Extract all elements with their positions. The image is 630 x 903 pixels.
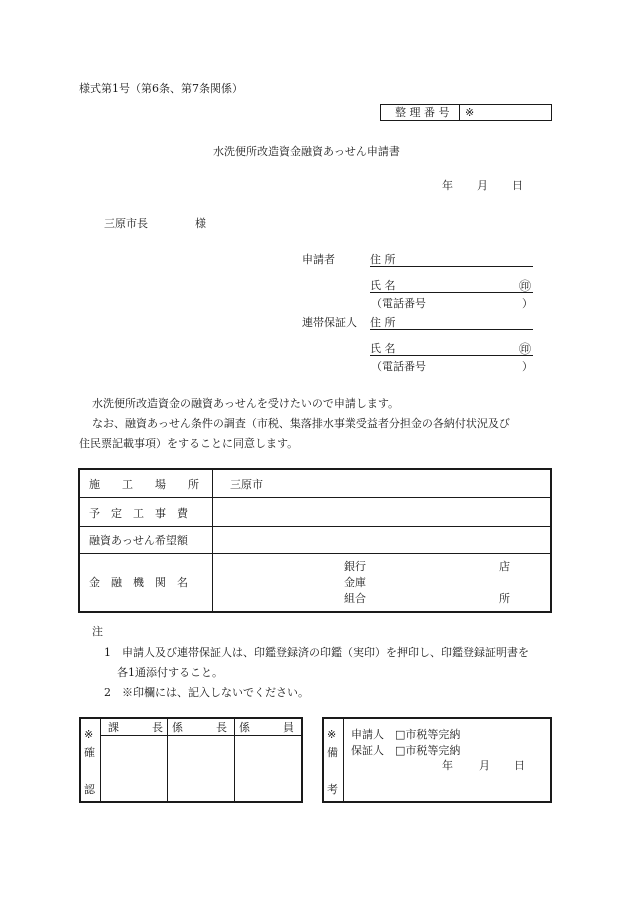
guarantor-label: 連帯保証人 [302,316,357,329]
guarantor-name-label: 氏 名 [370,342,396,355]
guarantor-phone-label: （電話番号 [371,360,426,373]
date-month: 月 [477,179,488,192]
body-line-3: 住民票記載事項）をすることに同意します。 [79,437,299,450]
applicant-seal-icon: ㊞ [518,279,531,293]
note-1-line-2: 各1通添付すること。 [117,666,223,679]
bank-option: 銀行 [344,560,366,573]
applicant-phone-label: （電話番号 [371,297,426,310]
page-title: 水洗便所改造資金融資あっせん申請書 [213,145,400,158]
applicant-name-label: 氏 名 [370,279,396,292]
kumiai-option: 組合 [344,592,366,605]
guarantor-phone-close: ） [522,360,533,373]
guarantor-seal-icon: ㊞ [518,342,531,356]
loan-amount-label: 融資あっせん希望額 [89,534,188,547]
section-chief-header: 課 長 [108,721,163,734]
applicant-name-field [370,279,533,293]
addressee-honorific: 様 [195,217,206,230]
office-suffix: 所 [499,592,510,605]
control-number-box [380,104,552,121]
applicant-tax-check: 申請人 □市税等完納 [351,728,461,741]
applicant-address-field [370,253,533,267]
applicant-phone-close: ） [522,297,533,310]
remarks-mark: ※ [327,728,337,741]
remarks-date-year: 年 [442,759,453,772]
confirmation-box [79,717,303,803]
remarks-box [322,717,552,803]
body-line-1: 水洗便所改造資金の融資あっせんを受けたいので申請します。 [92,397,400,410]
shinkin-option: 金庫 [344,576,366,589]
guarantor-name-field [370,342,533,356]
guarantor-tax-check: 保証人 □市税等完納 [351,744,461,757]
guarantor-address-label: 住 所 [370,316,396,329]
construction-site-label: 施 工 場 所 [89,478,199,491]
confirmation-label-bottom: 認 [84,783,95,796]
staff-header: 係 員 [239,721,294,734]
planned-cost-label: 予 定 工 事 費 [89,507,188,520]
control-number-mark: ※ [465,106,475,119]
notes-heading: 注 [92,625,103,638]
applicant-address-label: 住 所 [370,253,396,266]
control-number-label: 整 理 番 号 [395,106,450,119]
date-year: 年 [442,179,453,192]
confirmation-label-top: 確 [84,746,95,759]
construction-site-value: 三原市 [230,478,263,491]
confirmation-mark: ※ [84,728,94,741]
note-1-line-1: 1 申請人及び連帯保証人は、印鑑登録済の印鑑（実印）を押印し、印鑑登録証明書を [104,646,529,659]
form-number: 様式第1号（第6条、第7条関係） [79,82,243,95]
body-line-2: なお、融資あっせん条件の調査（市税、集落排水事業受益者分担金の各納付状況及び [92,417,510,430]
remarks-label-bottom: 考 [327,783,338,796]
applicant-label: 申請者 [302,253,335,266]
application-table [78,468,552,613]
remarks-date-day: 日 [514,759,525,772]
guarantor-address-field [370,316,533,330]
subsection-chief-header: 係 長 [172,721,227,734]
branch-suffix: 店 [499,560,510,573]
financial-institution-label: 金 融 機 関 名 [89,576,188,589]
remarks-date-month: 月 [479,759,490,772]
note-2: 2 ※印欄には、記入しないでください。 [104,686,309,699]
remarks-label-top: 備 [327,746,338,759]
addressee-name: 三原市長 [104,217,148,230]
date-day: 日 [512,179,523,192]
